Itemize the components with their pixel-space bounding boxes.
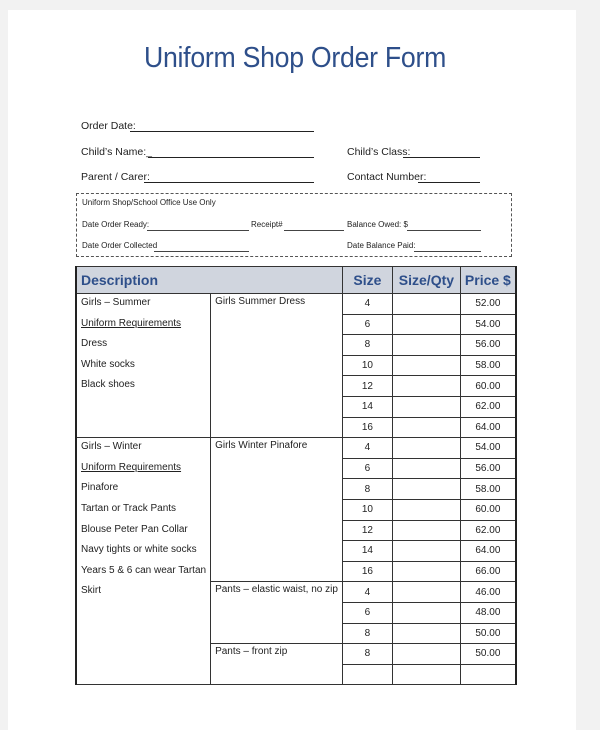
office-use-heading: Uniform Shop/School Office Use Only [82,198,216,207]
receipt-label: Receipt# [251,220,283,229]
size-qty-cell[interactable] [392,561,460,582]
size-header: Size [342,267,392,294]
price-cell: 66.00 [460,561,515,582]
table-header-row [76,267,516,294]
price-cell: 46.00 [460,582,515,603]
price-cell: 58.00 [460,355,515,376]
size-cell [342,664,392,685]
product-name-cell: Girls Summer Dress [211,294,343,438]
balance-owed-line[interactable] [407,230,481,231]
size-qty-cell[interactable] [392,314,460,335]
size-qty-cell[interactable] [392,623,460,644]
description-line: Uniform Requirements [81,461,182,473]
size-qty-cell[interactable] [392,664,460,685]
price-cell: 62.00 [460,520,515,541]
product-name-cell: Pants – elastic waist, no zip [211,582,343,644]
size-qty-cell[interactable] [392,396,460,417]
size-qty-cell[interactable] [392,644,460,665]
size-cell: 14 [342,541,392,562]
price-cell: 60.00 [460,376,515,397]
contact-number-label: Contact Number: [347,171,427,183]
size-cell: 16 [342,561,392,582]
product-name-cell: Pants – front zip [211,644,343,685]
size-cell: 12 [342,376,392,397]
balance-owed-label: Balance Owed: $ [347,220,408,229]
size-cell: 10 [342,499,392,520]
page-title: Uniform Shop Order Form [143,42,447,74]
size-cell: 8 [342,623,392,644]
description-line: Years 5 & 6 can wear Tartan [81,564,207,576]
description-cell [76,438,211,685]
price-cell: 52.00 [460,294,515,315]
size-qty-cell[interactable] [392,335,460,356]
childs-class-line[interactable] [403,157,480,158]
price-header: Price $ [460,267,515,294]
price-cell: 58.00 [460,479,515,500]
price-cell: 54.00 [460,314,515,335]
size-qty-header: Size/Qty [392,267,460,294]
size-cell: 6 [342,602,392,623]
price-cell: 56.00 [460,335,515,356]
office-use-box [76,193,512,257]
price-cell: 50.00 [460,623,515,644]
description-line: Blouse Peter Pan Collar [81,523,188,535]
size-qty-cell[interactable] [392,417,460,438]
childs-name-line[interactable] [148,157,314,158]
size-cell: 6 [342,458,392,479]
receipt-line[interactable] [284,230,344,231]
table-row [76,438,516,459]
table-row [76,294,516,315]
parent-carer-line[interactable] [144,182,314,183]
date-order-collected-label: Date Order Collected [82,241,158,250]
price-cell: 54.00 [460,438,515,459]
size-qty-cell[interactable] [392,520,460,541]
size-cell: 16 [342,417,392,438]
size-cell: 8 [342,644,392,665]
size-qty-cell[interactable] [392,294,460,315]
description-line: Pinafore [81,482,119,494]
description-line: Skirt [81,585,101,597]
description-line: Navy tights or white socks [81,544,197,556]
size-qty-cell[interactable] [392,479,460,500]
size-qty-cell[interactable] [392,355,460,376]
size-qty-cell[interactable] [392,499,460,520]
description-line: Girls – Summer [81,297,151,308]
description-line: Dress [81,338,108,350]
size-cell: 4 [342,294,392,315]
price-cell [460,664,515,685]
price-cell: 64.00 [460,541,515,562]
order-date-line[interactable] [130,131,314,132]
description-header: Description [76,267,342,294]
description-line: White socks [81,358,135,370]
price-cell: 62.00 [460,396,515,417]
size-qty-cell[interactable] [392,376,460,397]
date-balance-paid-label: Date Balance Paid: [347,241,416,250]
size-qty-cell[interactable] [392,458,460,479]
childs-name-label: Child’s Name:_ [81,146,153,158]
contact-number-line[interactable] [418,182,480,183]
size-qty-cell[interactable] [392,541,460,562]
size-cell: 4 [342,582,392,603]
size-qty-cell[interactable] [392,602,460,623]
date-balance-paid-line[interactable] [414,251,481,252]
date-order-ready-label: Date Order Ready: [82,220,150,229]
description-line: Girls – Winter [81,441,142,453]
price-cell: 56.00 [460,458,515,479]
size-cell: 8 [342,479,392,500]
description-line: Black shoes [81,379,135,391]
date-order-ready-line[interactable] [147,230,249,231]
size-qty-cell[interactable] [392,582,460,603]
size-cell: 4 [342,438,392,459]
size-cell: 12 [342,520,392,541]
price-cell: 60.00 [460,499,515,520]
childs-class-label: Child’s Class: [347,146,411,158]
parent-carer-label: Parent / Carer: [81,171,150,183]
product-name-cell: Girls Winter Pinafore [211,438,343,582]
date-order-collected-line[interactable] [154,251,249,252]
price-cell: 48.00 [460,602,515,623]
description-line: Tartan or Track Pants [81,502,177,514]
price-cell: 50.00 [460,644,515,665]
size-cell: 10 [342,355,392,376]
size-cell: 8 [342,335,392,356]
price-cell: 64.00 [460,417,515,438]
size-cell: 14 [342,396,392,417]
size-cell: 6 [342,314,392,335]
order-date-label: Order Date: [81,120,136,132]
description-line: Uniform Requirements [81,317,182,329]
description-cell [76,294,211,438]
size-qty-cell[interactable] [392,438,460,459]
order-table [75,266,517,685]
